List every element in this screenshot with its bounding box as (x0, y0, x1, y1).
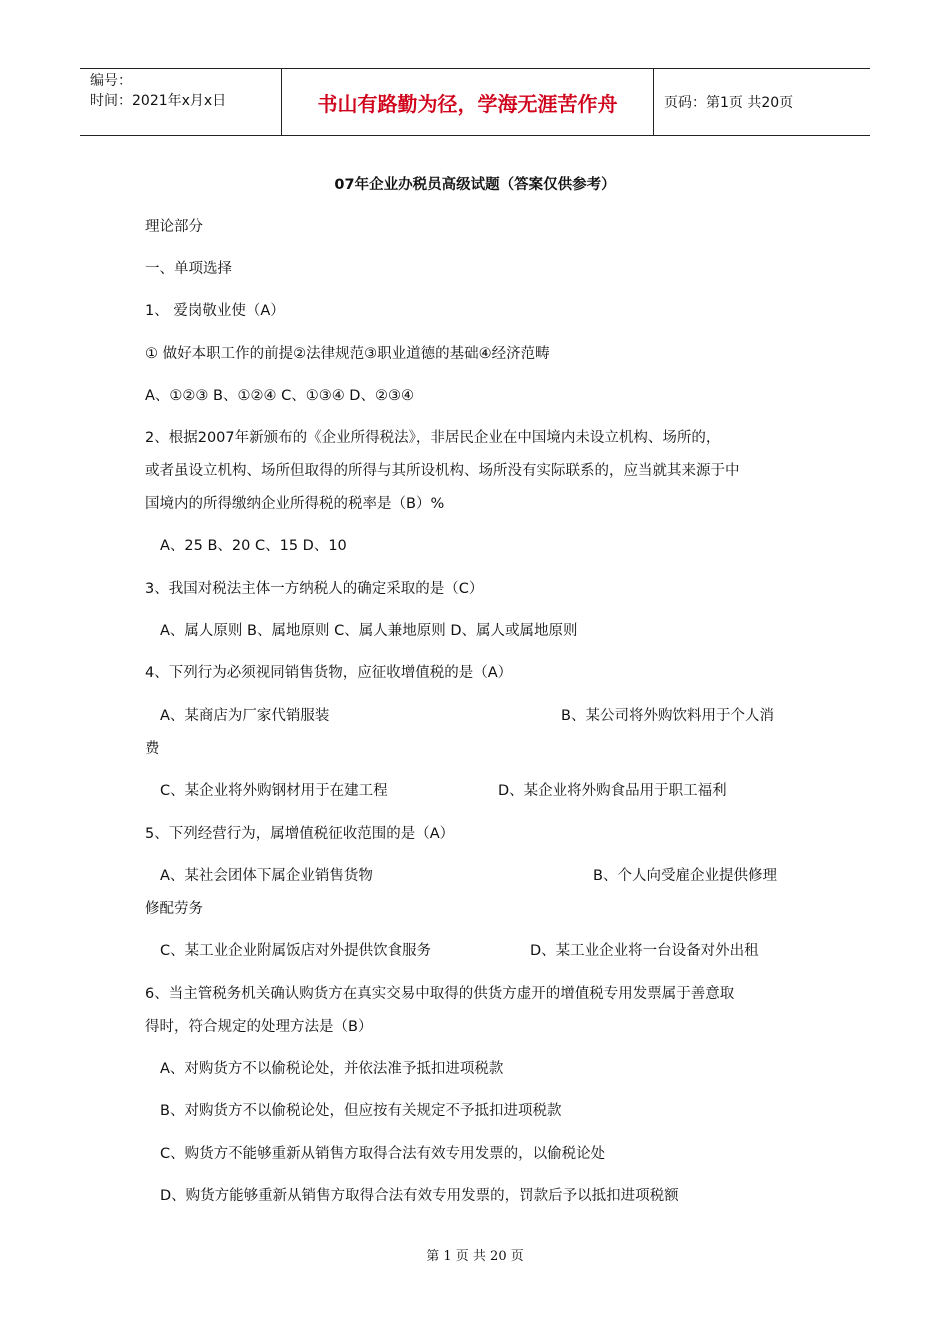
question-1-options: A、①②③ B、①②④ C、①③④ D、②③④ (145, 388, 414, 404)
question-1: 1、 爱岗敬业使（A） (145, 303, 285, 319)
question-5-option-b-cont: 修配劳务 (145, 901, 203, 917)
question-5-option-d: D、某工业企业将一台设备对外出租 (530, 943, 759, 959)
question-6-line-1: 6、当主管税务机关确认购货方在真实交易中取得的供货方虚开的增值税专用发票属于善意取 (145, 986, 735, 1002)
question-2-options: A、25 B、20 C、15 D、10 (160, 538, 347, 554)
header-number-label: 编号： (90, 73, 132, 89)
question-6-option-c: C、购货方不能够重新从销售方取得合法有效专用发票的，以偷税论处 (160, 1146, 606, 1162)
question-3: 3、我国对税法主体一方纳税人的确定采取的是（C） (145, 581, 484, 597)
question-4-option-a: A、某商店为厂家代销服装 (160, 708, 330, 724)
question-4-option-b-cont: 费 (145, 741, 160, 757)
question-6-line-2: 得时，符合规定的处理方法是（B） (145, 1019, 373, 1035)
question-3-options: A、属人原则 B、属地原则 C、属人兼地原则 D、属人或属地原则 (160, 623, 578, 639)
question-6-option-d: D、购货方能够重新从销售方取得合法有效专用发票的，罚款后予以抵扣进项税额 (160, 1188, 679, 1204)
subsection-heading: 一、单项选择 (145, 261, 232, 277)
section-heading: 理论部分 (145, 219, 203, 235)
question-5-option-b: B、个人向受雇企业提供修理 (593, 868, 777, 884)
question-5: 5、下列经营行为，属增值税征收范围的是（A） (145, 826, 455, 842)
page-footer: 第 1 页 共 20 页 (426, 1249, 524, 1264)
question-2-line-2: 或者虽设立机构、场所但取得的所得与其所设机构、场所没有实际联系的，应当就其来源于中 (145, 463, 740, 479)
header-meta (80, 69, 281, 135)
header-time-label: 时间：2021年x月x日 (90, 93, 227, 109)
question-2-line-1: 2、根据2007年新颁布的《企业所得税法》，非居民企业在中国境内未设立机构、场所的， (145, 430, 721, 446)
question-6-option-b: B、对购货方不以偷税论处，但应按有关规定不予抵扣进项税款 (160, 1103, 562, 1119)
question-6-option-a: A、对购货方不以偷税论处，并依法准予抵扣进项税款 (160, 1061, 504, 1077)
question-4-option-b: B、某公司将外购饮料用于个人消 (561, 708, 774, 724)
question-1-statements: ① 做好本职工作的前提②法律规范③职业道德的基础④经济范畴 (145, 346, 550, 362)
question-4-option-c: C、某企业将外购钢材用于在建工程 (160, 783, 388, 799)
header-motto: 书山有路勤为径，学海无涯苦作舟 (281, 69, 654, 135)
question-2-line-3: 国境内的所得缴纳企业所得税的税率是（B）% (145, 496, 445, 512)
header-page-code: 页码：第1页 共20页 (664, 95, 794, 111)
document-header (80, 68, 870, 136)
question-4-option-d: D、某企业将外购食品用于职工福利 (498, 783, 727, 799)
question-5-option-c: C、某工业企业附属饭店对外提供饮食服务 (160, 943, 432, 959)
question-5-option-a: A、某社会团体下属企业销售货物 (160, 868, 373, 884)
document-title: 07年企业办税员高级试题（答案仅供参考） (334, 177, 616, 193)
question-4: 4、下列行为必须视同销售货物，应征收增值税的是（A） (145, 665, 513, 681)
